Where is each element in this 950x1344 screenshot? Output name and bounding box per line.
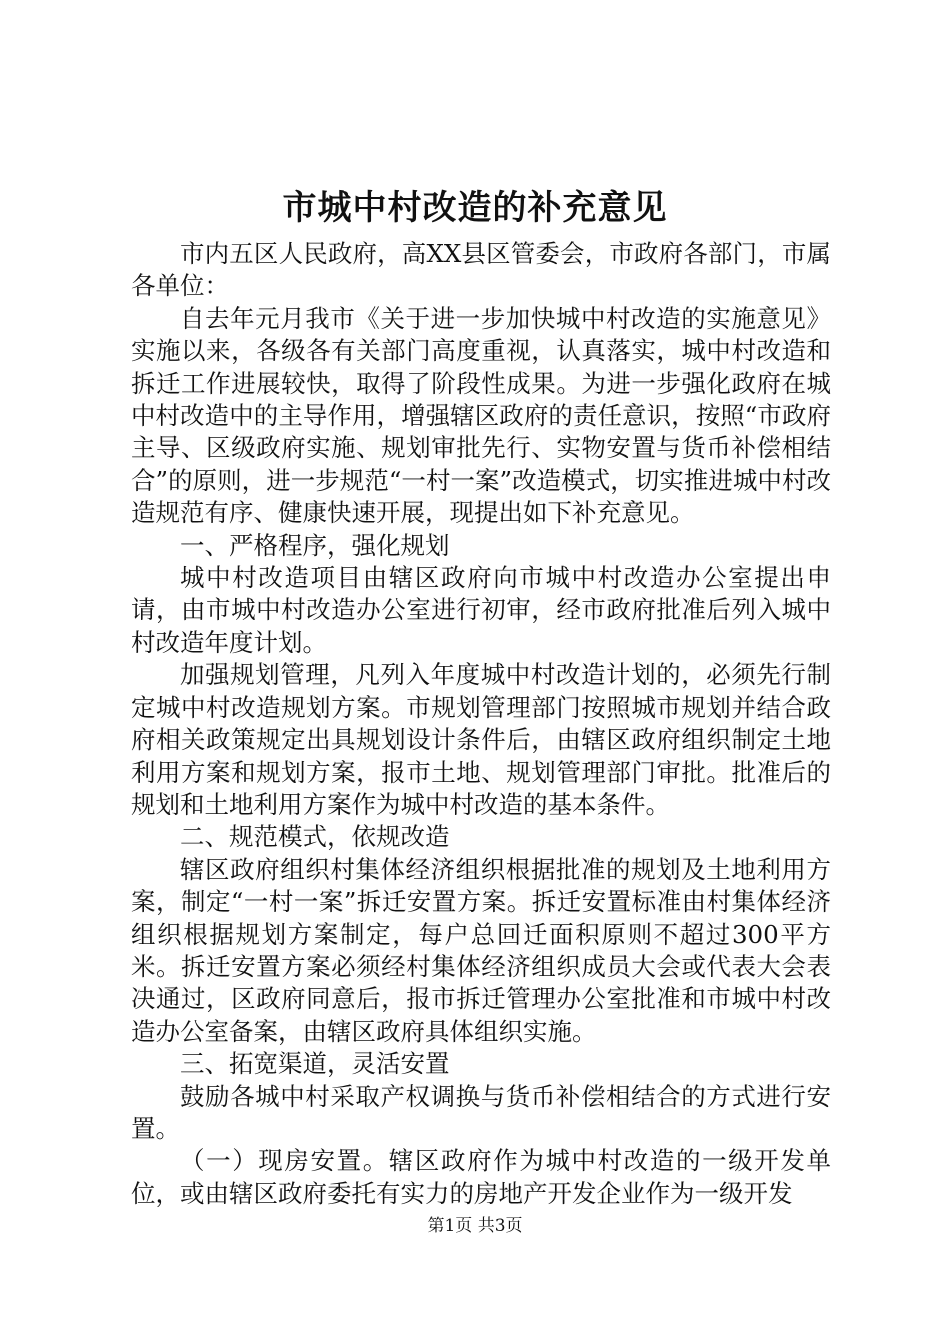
section-heading-1: 一、严格程序，强化规划 xyxy=(180,530,450,560)
paragraph-1-2: 加强规划管理，凡列入年度城中村改造计划的，必须先行制定城中村改造规划方案。市规划管理部门按照城市规划并结合政府相关政策规定出具规划设计条件后，由辖区政府组织制定土地利用方案和规划方案，报市土地、规划管理部门审批。批准后的规划和土地利用方案作为城中村改造的基本条件。 xyxy=(131,660,831,819)
paragraph-intro: 自去年元月我市《关于进一步加快城中村改造的实施意见》实施以来，各级各有关部门高度重视，认真落实，城中村改造和拆迁工作进展较快，取得了阶段性成果。为进一步强化政府在城中村改造中的主导作用，增强辖区政府的责任意识，按照“市政府主导、区级政府实施、规划审批先行、实物安置与货币补偿相结合”的原则，进一步规范“一村一案”改造模式，切实推进城中村改造规范有序、健康快速开展，现提出如下补充意见。 xyxy=(131,303,831,528)
paragraph-2-1: 辖区政府组织村集体经济组织根据批准的规划及土地利用方案，制定“一村一案”拆迁安置方案。拆迁安置标准由村集体经济组织根据规划方案制定，每户总回迁面积原则不超过300平方米。拆迁安置方案必须经村集体经济组织成员大会或代表大会表决通过，区政府同意后，报市拆迁管理办公室批准和市城中村改造办公室备案，由辖区政府具体组织实施。 xyxy=(131,854,831,1046)
document-body xyxy=(131,238,831,1210)
paragraph-addressee: 市内五区人民政府，高XX县区管委会，市政府各部门，市属各单位： xyxy=(131,239,831,301)
section-heading-2: 二、规范模式，依规改造 xyxy=(180,822,450,852)
page-title: 市城中村改造的补充意见 xyxy=(282,188,668,228)
paragraph-3-2: （一）现房安置。辖区政府作为城中村改造的一级开发单位，或由辖区政府委托有实力的房地产开发企业作为一级开发 xyxy=(131,1146,831,1208)
paragraph-1-1: 城中村改造项目由辖区政府向市城中村改造办公室提出申请，由市城中村改造办公室进行初审，经市政府批准后列入城中村改造年度计划。 xyxy=(131,563,831,657)
paragraph-3-1: 鼓励各城中村采取产权调换与货币补偿相结合的方式进行安置。 xyxy=(131,1081,831,1143)
page-number-footer: 第1页 共3页 xyxy=(427,1216,523,1236)
section-heading-3: 三、拓宽渠道，灵活安置 xyxy=(180,1049,450,1079)
